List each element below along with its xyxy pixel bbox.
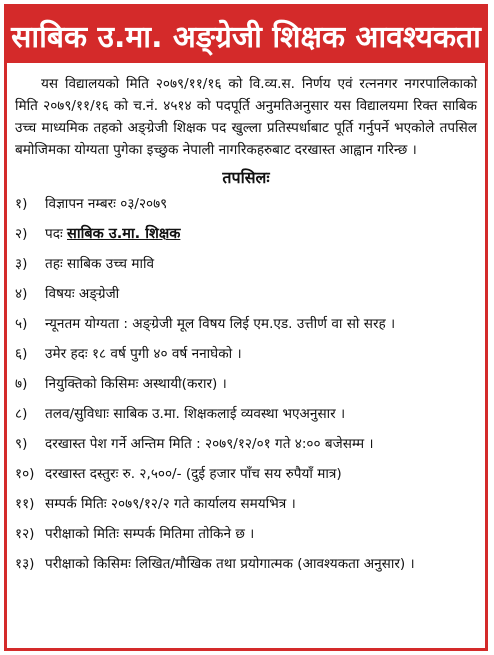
post-value: साबिक उ.मा. शिक्षक <box>67 226 181 242</box>
item-number: ११) <box>15 496 35 512</box>
list-item <box>15 284 477 305</box>
item-number: १) <box>15 196 28 212</box>
list-item <box>15 434 477 455</box>
item-number: ९) <box>15 436 28 452</box>
item-number: ८) <box>15 406 28 422</box>
notice-body <box>7 63 485 575</box>
notice-title: साबिक उ.मा. अङ्ग्रेजी शिक्षक आवश्यकता <box>11 19 481 55</box>
item-text: परीक्षाको मितिः सम्पर्क मितिमा तोकिने छ । <box>45 526 255 542</box>
item-text: सम्पर्क मितिः २०७९/१२/२ गते कार्यालय समयभित्र । <box>45 496 296 512</box>
vacancy-notice <box>4 4 488 651</box>
details-list <box>15 194 477 575</box>
list-item <box>15 554 477 575</box>
item-number: १०) <box>15 466 35 482</box>
list-item <box>15 404 477 425</box>
item-number: ६) <box>15 346 28 362</box>
list-item <box>15 464 477 485</box>
item-text: तलव/सुविधाः साबिक उ.मा. शिक्षकलाई व्यवस्था भएअनुसार । <box>45 406 346 422</box>
item-text: न्यूनतम योग्यता : अङ्ग्रेजी मूल विषय लिई एम.एड. उत्तीर्ण वा सो सरह । <box>45 316 396 332</box>
item-number: २) <box>15 226 28 242</box>
intro-text: यस विद्यालयको मिति २०७९/११/१६ को वि.व्य.स. निर्णय एवं रत्ननगर नगरपालिकाको मिति २०७९/११/१६ को च.नं. ४५१४ को पदपूर्ति अनुमतिअनुसार यस विद्यालयमा रिक्त साबिक उच्च माध्यमिक तहको अङ्ग्रेजी शिक्षक पद खुल्ला प्रतिस्पर्धाबाट पूर्ति गर्नुपर्ने भएकोले तपसिल बमोजिमका योग्यता पुगेका इच्छुक नेपाली नागरिकहरुबाट दरखास्त आह्वान गरिन्छ । <box>15 76 477 158</box>
item-text: दरखास्त दस्तुरः रु. २,५००/- (दुई हजार पाँच सय रुपैयाँ मात्र) <box>45 466 342 482</box>
item-text: तहः साबिक उच्च मावि <box>45 256 155 272</box>
item-number: १२) <box>15 526 35 542</box>
list-item <box>15 494 477 515</box>
item-number: १३) <box>15 556 35 572</box>
item-text <box>45 224 477 245</box>
item-text: विषयः अङ्ग्रेजी <box>45 286 120 302</box>
details-heading: तपसिलः <box>222 168 270 187</box>
list-item <box>15 524 477 545</box>
list-item <box>15 374 477 395</box>
post-label: पदः <box>45 226 63 242</box>
item-number: ७) <box>15 376 28 392</box>
item-text: उमेर हदः १८ वर्ष पुगी ४० वर्ष ननाघेको । <box>45 346 242 362</box>
list-item <box>15 314 477 335</box>
list-item <box>15 194 477 215</box>
item-number: ५) <box>15 316 28 332</box>
notice-title-banner <box>7 7 485 63</box>
item-text: नियुक्तिको किसिमः अस्थायी(करार) । <box>45 376 227 392</box>
intro-paragraph <box>15 73 477 161</box>
list-item <box>15 344 477 365</box>
item-number: ४) <box>15 286 28 302</box>
list-item <box>15 254 477 275</box>
item-number: ३) <box>15 256 28 272</box>
list-item <box>15 224 477 245</box>
item-text: परीक्षाको किसिमः लिखित/मौखिक तथा प्रयोगात्मक (आवश्यकता अनुसार) । <box>45 556 415 572</box>
item-text: दरखास्त पेश गर्ने अन्तिम मिति : २०७९/१२/०१ गते ४:०० बजेसम्म । <box>45 436 374 452</box>
item-text: विज्ञापन नम्बरः ०३/२०७९ <box>45 196 168 212</box>
